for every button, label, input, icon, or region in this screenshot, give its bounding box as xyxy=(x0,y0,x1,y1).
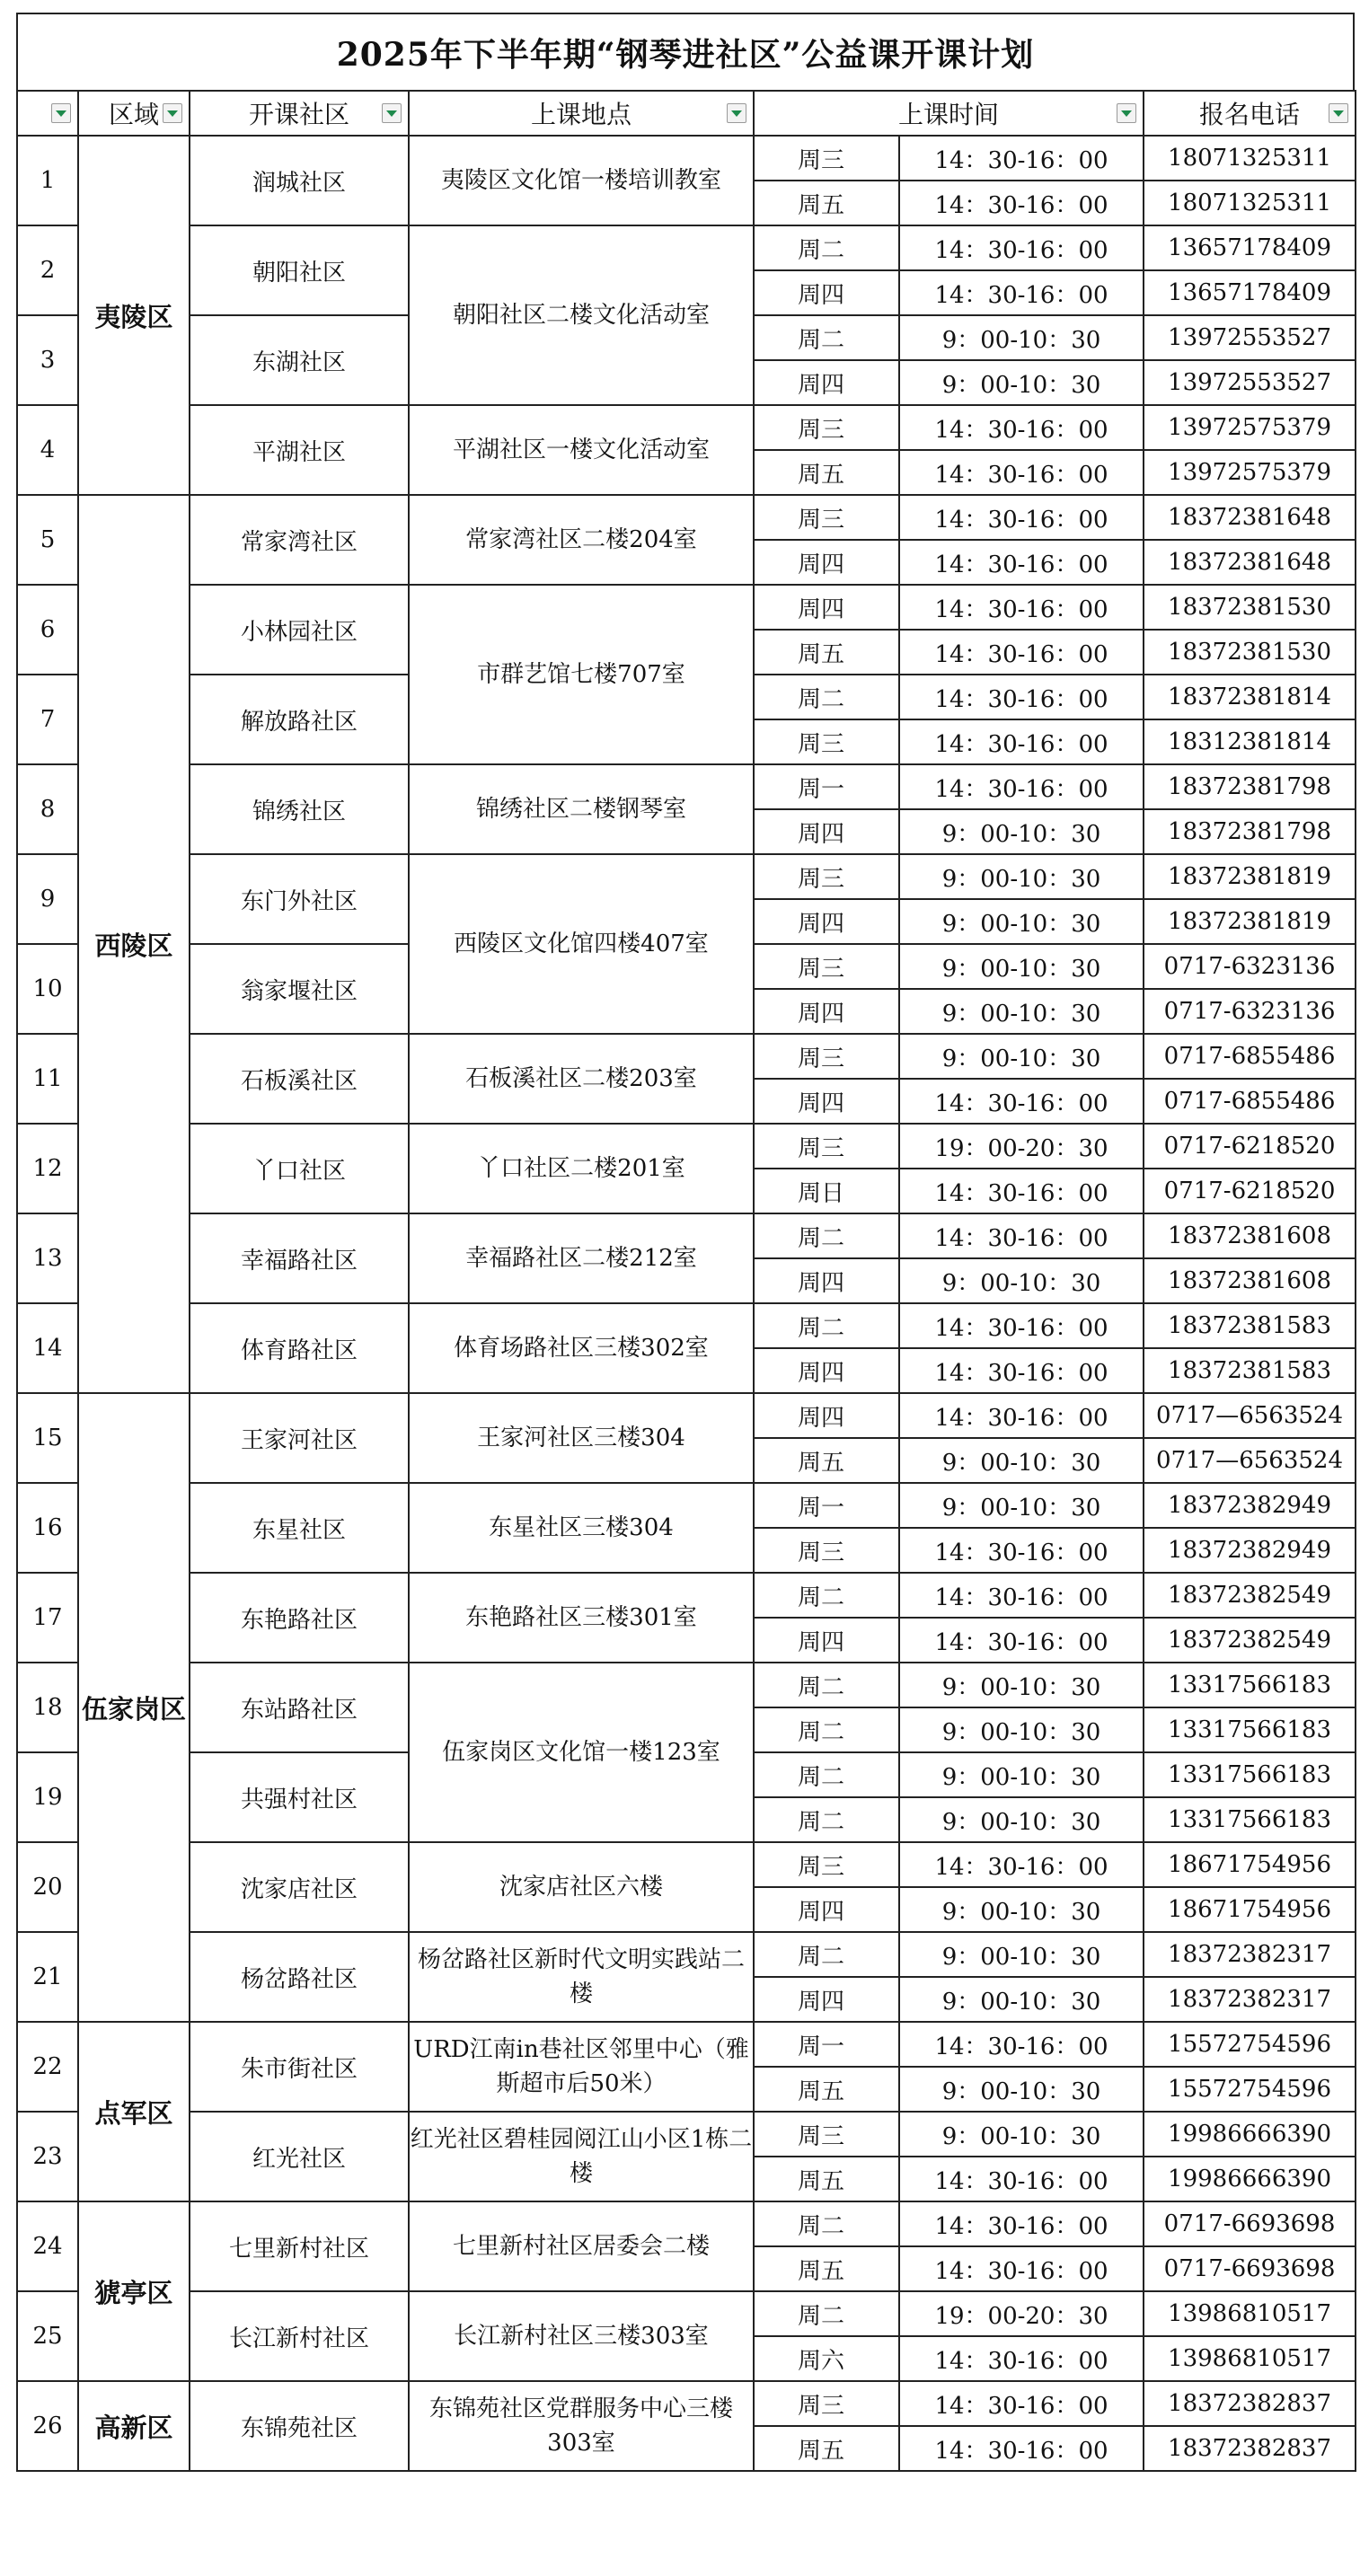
day-cell: 周三 xyxy=(754,1034,899,1079)
time-cell: 14：30-16：00 xyxy=(899,1842,1144,1887)
table-row xyxy=(17,495,1356,540)
table-row xyxy=(17,2201,1356,2246)
day-cell: 周三 xyxy=(754,495,899,540)
row-number: 12 xyxy=(17,1124,78,1213)
day-cell: 周一 xyxy=(754,764,899,809)
day-cell: 周二 xyxy=(754,1707,899,1752)
time-cell: 19：00-20：30 xyxy=(899,1124,1144,1169)
day-cell: 周五 xyxy=(754,450,899,495)
region-cell: 夷陵区 xyxy=(78,136,190,495)
phone-cell: 15572754596 xyxy=(1144,2067,1356,2112)
phone-cell: 13317566183 xyxy=(1144,1663,1356,1707)
table-row xyxy=(17,1034,1356,1079)
phone-cell: 18372381648 xyxy=(1144,495,1356,540)
community-cell: 七里新村社区 xyxy=(190,2201,409,2291)
phone-cell: 18372381608 xyxy=(1144,1258,1356,1303)
location-cell: 丫口社区二楼201室 xyxy=(409,1124,754,1213)
community-cell: 朝阳社区 xyxy=(190,225,409,315)
community-cell: 东锦苑社区 xyxy=(190,2381,409,2471)
day-cell: 周三 xyxy=(754,2112,899,2157)
row-number: 5 xyxy=(17,495,78,585)
community-cell: 幸福路社区 xyxy=(190,1213,409,1303)
day-cell: 周四 xyxy=(754,1258,899,1303)
header-index xyxy=(17,91,78,136)
time-cell: 14：30-16：00 xyxy=(899,630,1144,675)
phone-cell: 19986666390 xyxy=(1144,2112,1356,2157)
location-cell: 王家河社区三楼304 xyxy=(409,1393,754,1483)
time-cell: 14：30-16：00 xyxy=(899,2246,1144,2291)
time-cell: 9：00-10：30 xyxy=(899,1034,1144,1079)
community-cell: 润城社区 xyxy=(190,136,409,225)
table-row xyxy=(17,1932,1356,1977)
community-cell: 共强村社区 xyxy=(190,1752,409,1842)
community-cell: 东星社区 xyxy=(190,1483,409,1573)
community-cell: 石板溪社区 xyxy=(190,1034,409,1124)
day-cell: 周二 xyxy=(754,1663,899,1707)
time-cell: 9：00-10：30 xyxy=(899,1887,1144,1932)
location-cell: 东锦苑社区党群服务中心三楼303室 xyxy=(409,2381,754,2471)
community-cell: 红光社区 xyxy=(190,2112,409,2201)
community-cell: 长江新村社区 xyxy=(190,2291,409,2381)
community-cell: 东门外社区 xyxy=(190,854,409,944)
location-cell: 伍家岗区文化馆一楼123室 xyxy=(409,1663,754,1842)
community-cell: 锦绣社区 xyxy=(190,764,409,854)
day-cell: 周四 xyxy=(754,989,899,1034)
day-cell: 周三 xyxy=(754,1124,899,1169)
location-cell: 东星社区三楼304 xyxy=(409,1483,754,1573)
location-cell: 幸福路社区二楼212室 xyxy=(409,1213,754,1303)
row-number: 10 xyxy=(17,944,78,1034)
phone-cell: 13657178409 xyxy=(1144,270,1356,315)
phone-cell: 18372382837 xyxy=(1144,2381,1356,2426)
time-cell: 9：00-10：30 xyxy=(899,1258,1144,1303)
row-number: 23 xyxy=(17,2112,78,2201)
row-number: 9 xyxy=(17,854,78,944)
day-cell: 周四 xyxy=(754,585,899,630)
day-cell: 周一 xyxy=(754,2022,899,2067)
time-cell: 9：00-10：30 xyxy=(899,315,1144,360)
location-cell: 常家湾社区二楼204室 xyxy=(409,495,754,585)
phone-cell: 18372382949 xyxy=(1144,1483,1356,1528)
time-cell: 9：00-10：30 xyxy=(899,2112,1144,2157)
community-cell: 常家湾社区 xyxy=(190,495,409,585)
location-cell: URD江南in巷社区邻里中心（雅斯超市后50米） xyxy=(409,2022,754,2112)
community-cell: 东站路社区 xyxy=(190,1663,409,1752)
time-cell: 9：00-10：30 xyxy=(899,1977,1144,2022)
time-cell: 14：30-16：00 xyxy=(899,1303,1144,1348)
phone-cell: 13972575379 xyxy=(1144,405,1356,450)
table-row xyxy=(17,585,1356,630)
phone-cell: 18372381798 xyxy=(1144,809,1356,854)
region-cell: 高新区 xyxy=(78,2381,190,2471)
phone-cell: 18372381530 xyxy=(1144,585,1356,630)
phone-cell: 18372381814 xyxy=(1144,675,1356,719)
phone-cell: 18372381583 xyxy=(1144,1348,1356,1393)
location-cell: 夷陵区文化馆一楼培训教室 xyxy=(409,136,754,225)
phone-cell: 18372381583 xyxy=(1144,1303,1356,1348)
time-cell: 14：30-16：00 xyxy=(899,2381,1144,2426)
time-cell: 14：30-16：00 xyxy=(899,450,1144,495)
community-cell: 丫口社区 xyxy=(190,1124,409,1213)
time-cell: 14：30-16：00 xyxy=(899,675,1144,719)
day-cell: 周二 xyxy=(754,2291,899,2336)
phone-cell: 18372381819 xyxy=(1144,854,1356,899)
community-cell: 王家河社区 xyxy=(190,1393,409,1483)
time-cell: 14：30-16：00 xyxy=(899,136,1144,181)
time-cell: 9：00-10：30 xyxy=(899,854,1144,899)
day-cell: 周三 xyxy=(754,854,899,899)
community-cell: 东湖社区 xyxy=(190,315,409,405)
time-cell: 14：30-16：00 xyxy=(899,719,1144,764)
time-cell: 9：00-10：30 xyxy=(899,1707,1144,1752)
location-cell: 红光社区碧桂园阅江山小区1栋二楼 xyxy=(409,2112,754,2201)
time-cell: 14：30-16：00 xyxy=(899,405,1144,450)
day-cell: 周四 xyxy=(754,1393,899,1438)
day-cell: 周五 xyxy=(754,630,899,675)
day-cell: 周四 xyxy=(754,1618,899,1663)
time-cell: 14：30-16：00 xyxy=(899,585,1144,630)
time-cell: 14：30-16：00 xyxy=(899,2426,1144,2471)
day-cell: 周四 xyxy=(754,1348,899,1393)
table-row xyxy=(17,1663,1356,1707)
day-cell: 周四 xyxy=(754,270,899,315)
day-cell: 周一 xyxy=(754,1483,899,1528)
day-cell: 周三 xyxy=(754,944,899,989)
row-number: 6 xyxy=(17,585,78,675)
phone-cell: 18071325311 xyxy=(1144,136,1356,181)
day-cell: 周五 xyxy=(754,2426,899,2471)
table-row xyxy=(17,1303,1356,1348)
day-cell: 周四 xyxy=(754,360,899,405)
header-community: 开课社区 xyxy=(190,91,409,136)
region-cell: 猇亭区 xyxy=(78,2201,190,2381)
row-number: 26 xyxy=(17,2381,78,2471)
time-cell: 14：30-16：00 xyxy=(899,270,1144,315)
location-cell: 东艳路社区三楼301室 xyxy=(409,1573,754,1663)
table-row xyxy=(17,2112,1356,2157)
day-cell: 周五 xyxy=(754,181,899,225)
day-cell: 周四 xyxy=(754,809,899,854)
time-cell: 9：00-10：30 xyxy=(899,1663,1144,1707)
table-row xyxy=(17,2291,1356,2336)
row-number: 15 xyxy=(17,1393,78,1483)
time-cell: 14：30-16：00 xyxy=(899,225,1144,270)
time-cell: 9：00-10：30 xyxy=(899,1932,1144,1977)
header-region: 区域 xyxy=(78,91,190,136)
row-number: 18 xyxy=(17,1663,78,1752)
row-number: 22 xyxy=(17,2022,78,2112)
region-cell: 西陵区 xyxy=(78,495,190,1393)
location-cell: 长江新村社区三楼303室 xyxy=(409,2291,754,2381)
filter-dropdown-icon[interactable] xyxy=(1329,103,1348,123)
day-cell: 周五 xyxy=(754,1438,899,1483)
table-row xyxy=(17,764,1356,809)
day-cell: 周二 xyxy=(754,315,899,360)
location-cell: 西陵区文化馆四楼407室 xyxy=(409,854,754,1034)
phone-cell: 18372382317 xyxy=(1144,1932,1356,1977)
phone-cell: 15572754596 xyxy=(1144,2022,1356,2067)
day-cell: 周二 xyxy=(754,225,899,270)
phone-cell: 0717-6693698 xyxy=(1144,2246,1356,2291)
table-row xyxy=(17,225,1356,270)
phone-cell: 13657178409 xyxy=(1144,225,1356,270)
time-cell: 9：00-10：30 xyxy=(899,360,1144,405)
time-cell: 9：00-10：30 xyxy=(899,899,1144,944)
time-cell: 14：30-16：00 xyxy=(899,1573,1144,1618)
time-cell: 9：00-10：30 xyxy=(899,1483,1144,1528)
location-cell: 锦绣社区二楼钢琴室 xyxy=(409,764,754,854)
day-cell: 周五 xyxy=(754,2157,899,2201)
row-number: 21 xyxy=(17,1932,78,2022)
time-cell: 9：00-10：30 xyxy=(899,1752,1144,1797)
day-cell: 周三 xyxy=(754,719,899,764)
day-cell: 周二 xyxy=(754,1932,899,1977)
region-cell: 伍家岗区 xyxy=(78,1393,190,2022)
day-cell: 周二 xyxy=(754,2201,899,2246)
location-cell: 石板溪社区二楼203室 xyxy=(409,1034,754,1124)
phone-cell: 0717-6218520 xyxy=(1144,1124,1356,1169)
time-cell: 14：30-16：00 xyxy=(899,1169,1144,1213)
day-cell: 周三 xyxy=(754,2381,899,2426)
phone-cell: 18372382549 xyxy=(1144,1618,1356,1663)
phone-cell: 0717-6855486 xyxy=(1144,1079,1356,1124)
day-cell: 周三 xyxy=(754,136,899,181)
phone-cell: 18372381819 xyxy=(1144,899,1356,944)
table-row xyxy=(17,1842,1356,1887)
table-row xyxy=(17,854,1356,899)
time-cell: 14：30-16：00 xyxy=(899,1348,1144,1393)
row-number: 16 xyxy=(17,1483,78,1573)
row-number: 13 xyxy=(17,1213,78,1303)
day-cell: 周二 xyxy=(754,1752,899,1797)
phone-cell: 18312381814 xyxy=(1144,719,1356,764)
phone-cell: 0717-6323136 xyxy=(1144,989,1356,1034)
filter-dropdown-icon[interactable] xyxy=(51,103,71,123)
day-cell: 周四 xyxy=(754,1887,899,1932)
time-cell: 14：30-16：00 xyxy=(899,1393,1144,1438)
row-number: 24 xyxy=(17,2201,78,2291)
day-cell: 周二 xyxy=(754,1797,899,1842)
row-number: 3 xyxy=(17,315,78,405)
phone-cell: 18372381530 xyxy=(1144,630,1356,675)
time-cell: 9：00-10：30 xyxy=(899,989,1144,1034)
header-time: 上课时间 xyxy=(754,91,1144,136)
phone-cell: 18372381648 xyxy=(1144,540,1356,585)
time-cell: 14：30-16：00 xyxy=(899,1618,1144,1663)
time-cell: 9：00-10：30 xyxy=(899,2067,1144,2112)
community-cell: 沈家店社区 xyxy=(190,1842,409,1932)
phone-cell: 19986666390 xyxy=(1144,2157,1356,2201)
time-cell: 14：30-16：00 xyxy=(899,2336,1144,2381)
table-row xyxy=(17,1393,1356,1438)
day-cell: 周四 xyxy=(754,1977,899,2022)
table-row xyxy=(17,1483,1356,1528)
location-cell: 杨岔路社区新时代文明实践站二楼 xyxy=(409,1932,754,2022)
community-cell: 平湖社区 xyxy=(190,405,409,495)
time-cell: 9：00-10：30 xyxy=(899,944,1144,989)
phone-cell: 13972553527 xyxy=(1144,360,1356,405)
row-number: 14 xyxy=(17,1303,78,1393)
time-cell: 14：30-16：00 xyxy=(899,1213,1144,1258)
phone-cell: 13317566183 xyxy=(1144,1797,1356,1842)
community-cell: 小林园社区 xyxy=(190,585,409,675)
location-cell: 体育场路社区三楼302室 xyxy=(409,1303,754,1393)
phone-cell: 0717-6693698 xyxy=(1144,2201,1356,2246)
time-cell: 19：00-20：30 xyxy=(899,2291,1144,2336)
header-row xyxy=(17,91,1356,136)
row-number: 19 xyxy=(17,1752,78,1842)
time-cell: 14：30-16：00 xyxy=(899,2157,1144,2201)
table-row xyxy=(17,2381,1356,2426)
table-row xyxy=(17,136,1356,181)
filter-dropdown-icon[interactable] xyxy=(382,103,402,123)
phone-cell: 0717-6855486 xyxy=(1144,1034,1356,1079)
table-row xyxy=(17,1573,1356,1618)
day-cell: 周三 xyxy=(754,405,899,450)
community-cell: 解放路社区 xyxy=(190,675,409,764)
community-cell: 杨岔路社区 xyxy=(190,1932,409,2022)
phone-cell: 0717—6563524 xyxy=(1144,1393,1356,1438)
schedule-table xyxy=(16,90,1356,2472)
phone-cell: 18671754956 xyxy=(1144,1842,1356,1887)
row-number: 8 xyxy=(17,764,78,854)
phone-cell: 18372382949 xyxy=(1144,1528,1356,1573)
time-cell: 14：30-16：00 xyxy=(899,540,1144,585)
table-row xyxy=(17,1124,1356,1169)
day-cell: 周日 xyxy=(754,1169,899,1213)
phone-cell: 18071325311 xyxy=(1144,181,1356,225)
phone-cell: 13972575379 xyxy=(1144,450,1356,495)
phone-cell: 13986810517 xyxy=(1144,2291,1356,2336)
phone-cell: 18372382549 xyxy=(1144,1573,1356,1618)
phone-cell: 18372381798 xyxy=(1144,764,1356,809)
day-cell: 周二 xyxy=(754,1303,899,1348)
day-cell: 周二 xyxy=(754,1573,899,1618)
row-number: 7 xyxy=(17,675,78,764)
location-cell: 平湖社区一楼文化活动室 xyxy=(409,405,754,495)
day-cell: 周三 xyxy=(754,1842,899,1887)
row-number: 1 xyxy=(17,136,78,225)
region-cell: 点军区 xyxy=(78,2022,190,2201)
time-cell: 14：30-16：00 xyxy=(899,2201,1144,2246)
time-cell: 14：30-16：00 xyxy=(899,181,1144,225)
phone-cell: 18372381608 xyxy=(1144,1213,1356,1258)
schedule-sheet xyxy=(16,13,1355,2472)
location-cell: 沈家店社区六楼 xyxy=(409,1842,754,1932)
filter-dropdown-icon[interactable] xyxy=(163,103,182,123)
location-cell: 朝阳社区二楼文化活动室 xyxy=(409,225,754,405)
day-cell: 周三 xyxy=(754,1528,899,1573)
day-cell: 周四 xyxy=(754,899,899,944)
filter-dropdown-icon[interactable] xyxy=(727,103,746,123)
phone-cell: 13972553527 xyxy=(1144,315,1356,360)
filter-dropdown-icon[interactable] xyxy=(1117,103,1136,123)
header-phone: 报名电话 xyxy=(1144,91,1356,136)
day-cell: 周四 xyxy=(754,540,899,585)
time-cell: 9：00-10：30 xyxy=(899,809,1144,854)
phone-cell: 18671754956 xyxy=(1144,1887,1356,1932)
day-cell: 周四 xyxy=(754,1079,899,1124)
row-number: 20 xyxy=(17,1842,78,1932)
row-number: 25 xyxy=(17,2291,78,2381)
header-location: 上课地点 xyxy=(409,91,754,136)
day-cell: 周五 xyxy=(754,2067,899,2112)
table-row xyxy=(17,405,1356,450)
phone-cell: 13986810517 xyxy=(1144,2336,1356,2381)
time-cell: 14：30-16：00 xyxy=(899,495,1144,540)
table-row xyxy=(17,1213,1356,1258)
phone-cell: 0717-6218520 xyxy=(1144,1169,1356,1213)
time-cell: 9：00-10：30 xyxy=(899,1797,1144,1842)
phone-cell: 18372382317 xyxy=(1144,1977,1356,2022)
time-cell: 14：30-16：00 xyxy=(899,764,1144,809)
time-cell: 14：30-16：00 xyxy=(899,1079,1144,1124)
day-cell: 周五 xyxy=(754,2246,899,2291)
location-cell: 市群艺馆七楼707室 xyxy=(409,585,754,764)
community-cell: 翁家堰社区 xyxy=(190,944,409,1034)
community-cell: 朱市街社区 xyxy=(190,2022,409,2112)
row-number: 17 xyxy=(17,1573,78,1663)
phone-cell: 13317566183 xyxy=(1144,1707,1356,1752)
phone-cell: 0717—6563524 xyxy=(1144,1438,1356,1483)
time-cell: 14：30-16：00 xyxy=(899,1528,1144,1573)
phone-cell: 13317566183 xyxy=(1144,1752,1356,1797)
row-number: 2 xyxy=(17,225,78,315)
day-cell: 周二 xyxy=(754,675,899,719)
time-cell: 9：00-10：30 xyxy=(899,1438,1144,1483)
community-cell: 东艳路社区 xyxy=(190,1573,409,1663)
location-cell: 七里新村社区居委会二楼 xyxy=(409,2201,754,2291)
row-number: 4 xyxy=(17,405,78,495)
phone-cell: 0717-6323136 xyxy=(1144,944,1356,989)
table-row xyxy=(17,2022,1356,2067)
time-cell: 14：30-16：00 xyxy=(899,2022,1144,2067)
day-cell: 周二 xyxy=(754,1213,899,1258)
community-cell: 体育路社区 xyxy=(190,1303,409,1393)
phone-cell: 18372382837 xyxy=(1144,2426,1356,2471)
sheet-title: 2025年下半年期“钢琴进社区”公益课开课计划 xyxy=(16,13,1355,90)
row-number: 11 xyxy=(17,1034,78,1124)
day-cell: 周六 xyxy=(754,2336,899,2381)
